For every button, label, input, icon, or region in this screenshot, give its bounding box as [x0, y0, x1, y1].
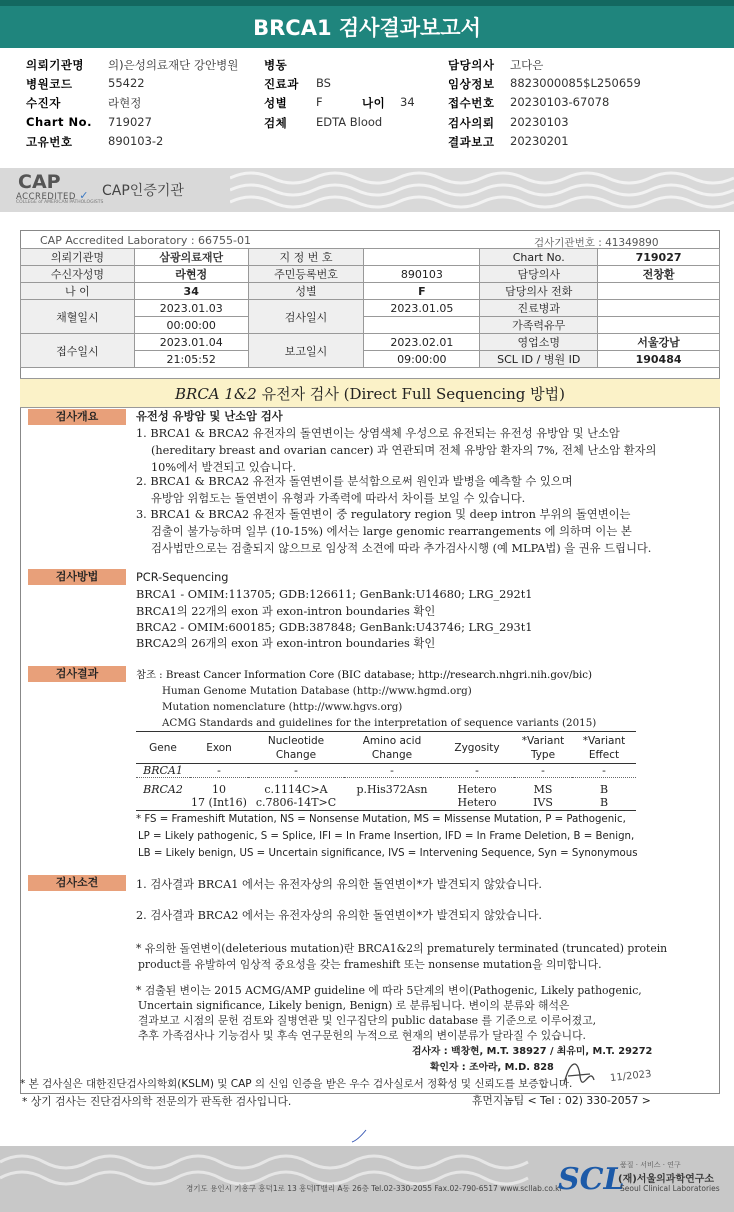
classification-line: Uncertain significance, Likely benign, Benign) 로 분류됩니다. 변이의 분류와 해석은 — [138, 999, 570, 1012]
section-tag-result: 검사결과 — [28, 666, 126, 682]
method-line: PCR-Sequencing — [136, 571, 229, 584]
info-value: 719027 — [598, 249, 720, 266]
info-value: 2023.02.01 — [364, 334, 480, 351]
variant-cell: c.7806-14T>C — [248, 796, 344, 810]
variant-cell: BRCA2 — [143, 783, 183, 796]
section-tag-method: 검사방법 — [28, 569, 126, 585]
reference-line: ACMG Standards and guidelines for the interpretation of sequence variants (2015) — [162, 717, 597, 729]
footer-org-en: Seoul Clinical Laboratories — [620, 1184, 720, 1193]
header-field-patient: 수진자 라현정 — [26, 96, 142, 110]
info-value — [598, 317, 720, 334]
classification-line: 추후 가족검사나 기능검사 및 후속 연구문헌의 누적으로 현재의 변이분류가 달라질 수 있습니다. — [138, 1029, 586, 1042]
header-field-org: 의뢰기관명 의)은성의료재단 강안병원 — [26, 58, 239, 72]
report-title-bar — [0, 0, 734, 48]
cap-logo: CAP — [18, 171, 61, 193]
cap-college-text: COLLEGE of AMERICAN PATHOLOGISTS — [16, 200, 104, 205]
exam-org-number: 검사기관번호 : 41349890 — [534, 237, 659, 249]
overview-line: 10%에서 발견되고 있습니다. — [151, 461, 297, 474]
overview-line: 검사법만으로는 검출되지 않으므로 임상적 소견에 따라 추가검사시행 (예 MLPA법) 을 권유 드립니다. — [151, 542, 652, 555]
variant-cell: - — [572, 764, 636, 778]
variant-cell: Hetero — [457, 783, 497, 796]
header-field-dept: 진료과 BS — [264, 76, 331, 91]
variant-cell: - — [514, 764, 572, 778]
title-accent-strip — [0, 0, 734, 6]
footer-wave-pattern — [0, 1146, 540, 1212]
variant-cell: c.1114C>A — [264, 783, 328, 796]
variant-cell: 17 (Int16) — [191, 796, 247, 810]
variant-header: Nucleotide Change — [248, 732, 344, 764]
variant-cell — [344, 796, 440, 810]
overview-line: (hereditary breast and ovarian cancer) 과 연관되며 전체 유방암 환자의 7%, 전체 난소암 환자의 — [151, 444, 657, 457]
info-label: 성별 — [248, 283, 364, 300]
contact-line: 휴먼지놈팀 < Tel : 02) 330-2057 > — [472, 1094, 651, 1107]
variant-header: Exon — [190, 732, 248, 764]
footnote-line: LP = Likely pathogenic, S = Splice, IFI = In Frame Insertion, IFD = In Frame Deletion, B = Benign, — [138, 831, 635, 842]
variant-header: Gene — [136, 732, 190, 764]
info-label: 지 정 번 호 — [248, 249, 364, 266]
confirmer-line: 확인자 : 조아라, M.D. 828 — [430, 1062, 554, 1073]
variant-header: Amino acid Change — [344, 732, 440, 764]
info-label: 보고일시 — [248, 334, 364, 368]
header-field-doctor: 담당의사 고다은 — [448, 58, 544, 72]
page-title: BRCA1 검사결과보고서 — [253, 16, 481, 40]
pen-stroke-mark — [350, 1128, 370, 1144]
header-field-sex: 성별 F — [264, 95, 323, 110]
scl-logo: SCL — [558, 1162, 625, 1197]
variant-cell: - — [190, 764, 248, 778]
info-value: 삼광의료재단 — [134, 249, 248, 266]
variant-cell: B — [599, 783, 609, 796]
variant-cell: B — [572, 796, 636, 810]
footnote-line: LB = Likely benign, US = Uncertain significance, IVS = Intervening Sequence, Syn = Synonymous — [138, 848, 638, 859]
info-value: 2023.01.05 — [364, 300, 480, 317]
overview-line: 3. BRCA1 & BRCA2 유전자 돌연변이 중 regulatory region 및 deep intron 부위의 돌연변이는 — [136, 508, 631, 521]
variant-cell: - — [344, 764, 440, 778]
method-line: BRCA1 - OMIM:113705; GDB:126611; GenBank:U14680; LRG_292t1 — [136, 588, 533, 601]
info-value: 890103 — [364, 266, 480, 283]
variant-row — [136, 778, 636, 797]
header-field-specimen: 검체 EDTA Blood — [264, 115, 383, 130]
definition-line: product를 유발하여 임상적 중요성을 갖는 frameshift 또는 nonsense mutation을 의미합니다. — [138, 958, 602, 971]
info-label: 검사일시 — [248, 300, 364, 334]
info-value: 09:00:00 — [364, 351, 480, 368]
variant-cell: - — [248, 764, 344, 778]
section-tag-overview: 검사개요 — [28, 409, 126, 425]
variant-cell: Hetero — [440, 796, 514, 810]
variant-cell: 10 — [212, 783, 226, 796]
variant-cell — [136, 796, 190, 810]
info-label: Chart No. — [480, 249, 598, 266]
header-field-chart-no: Chart No. 719027 — [26, 115, 152, 129]
variant-row — [136, 796, 636, 810]
variant-header-row — [136, 732, 636, 764]
variant-cell: p.His372Asn — [356, 783, 428, 796]
cap-accredited-text: ACCREDITED ✓ — [16, 189, 89, 202]
header-field-clinical-info: 임상정보 8823000085$L250659 — [448, 76, 641, 91]
header-field-hospital-code: 병원코드 55422 — [26, 76, 145, 91]
info-value: F — [364, 283, 480, 300]
overview-heading: 유전성 유방암 및 난소암 검사 — [136, 410, 283, 423]
header-field-age: 나이 34 — [362, 95, 415, 110]
header-field-ward: 병동 — [264, 58, 288, 72]
method-line: BRCA2의 26개의 exon 과 exon-intron boundaries 확인 — [136, 637, 436, 650]
info-label: 진료병과 — [480, 300, 598, 317]
overview-line: 검출이 불가능하며 일부 (10-15%) 에서는 large genomic rearrangements 에 의하며 이는 본 — [151, 525, 632, 538]
overview-line: 1. BRCA1 & BRCA2 유전자의 돌연변이는 상염색체 우성으로 유전되는 유전성 유방암 및 난소암 — [136, 427, 620, 440]
variant-header: *Variant Effect — [572, 732, 636, 764]
overview-line: 2. BRCA1 & BRCA2 유전자 돌연변이를 분석함으로써 원인과 발병을 예측할 수 있으며 — [136, 475, 573, 488]
classification-line: 결과보고 시점의 문헌 검토와 질병연관 및 인구집단의 public database 를 기준으로 이루어졌고, — [138, 1014, 597, 1027]
info-value: 00:00:00 — [134, 317, 248, 334]
header-field-unique-no: 고유번호 890103-2 — [26, 134, 164, 149]
footer-address: 경기도 용인시 기흥구 흥덕1로 13 흥덕IT밸리 A동 26층 Tel.02-330-2055 Fax.02-790-6517 www.scllab.co.kr — [186, 1184, 563, 1193]
info-label: SCL ID / 병원 ID — [480, 351, 598, 368]
variant-cell: MS — [533, 783, 553, 796]
info-value: 전창환 — [598, 266, 720, 283]
header-field-receipt-no: 접수번호 20230103-67078 — [448, 95, 610, 110]
header-field-report-date: 결과보고 20230201 — [448, 134, 569, 149]
patient-info-table — [20, 248, 720, 368]
info-value — [598, 300, 720, 317]
reference-line: Human Genome Mutation Database (http://www.hgmd.org) — [162, 685, 472, 697]
cap-lab-number: CAP Accredited Laboratory : 66755-01 — [40, 234, 251, 247]
variant-cell: - — [440, 764, 514, 778]
info-label: 접수일시 — [21, 334, 135, 368]
info-label: 가족력유무 — [480, 317, 598, 334]
wave-pattern-graphic — [230, 168, 734, 212]
overview-line: 유방암 위험도는 돌연변이 유형과 가족력에 따라서 차이를 보일 수 있습니다. — [151, 492, 526, 505]
info-label: 담당의사 전화 — [480, 283, 598, 300]
reviewer-note: * 상기 검사는 진단검사의학 전문의가 판독한 검사입니다. — [22, 1095, 292, 1108]
info-value: 2023.01.04 — [134, 334, 248, 351]
variant-header: *Variant Type — [514, 732, 572, 764]
info-value: 34 — [134, 283, 248, 300]
info-value — [364, 317, 480, 334]
footnote-line: * FS = Frameshift Mutation, NS = Nonsense Mutation, MS = Missense Mutation, P = Pathogenic, — [136, 814, 626, 825]
info-value: 서울강남 — [598, 334, 720, 351]
info-label: 나 이 — [21, 283, 135, 300]
variant-table — [136, 731, 636, 811]
variant-cell: BRCA1 — [136, 764, 190, 778]
info-value: 190484 — [598, 351, 720, 368]
examiner-line: 검사자 : 백창현, M.T. 38927 / 최유미, M.T. 29272 — [412, 1046, 653, 1057]
method-line: BRCA2 - OMIM:600185; GDB:387848; GenBank:U43746; LRG_293t1 — [136, 621, 533, 634]
signature-date: 11/2023 — [609, 1068, 653, 1085]
info-label: 채혈일시 — [21, 300, 135, 334]
report-heading: BRCA 1&2 유전자 검사 (Direct Full Sequencing 방법) — [175, 385, 565, 403]
checkmark-icon: ✓ — [79, 189, 89, 202]
section-tag-opinion: 검사소견 — [28, 875, 126, 891]
definition-line: * 유의한 돌연변이(deleterious mutation)란 BRCA1&2의 prematurely terminated (truncated) protein — [136, 942, 668, 955]
certification-note: * 본 검사실은 대한진단검사의학회(KSLM) 및 CAP 의 신임 인증을 받은 우수 검사실로서 정확성 및 신뢰도를 보증합니다. — [20, 1078, 573, 1090]
reference-line: Mutation nomenclature (http://www.hgvs.org) — [162, 701, 403, 713]
info-value — [364, 249, 480, 266]
variant-row — [136, 764, 636, 778]
header-field-request-date: 검사의뢰 20230103 — [448, 115, 569, 130]
info-label: 담당의사 — [480, 266, 598, 283]
info-label: 수신자성명 — [21, 266, 135, 283]
variant-header: Zygosity — [440, 732, 514, 764]
footer-tagline: 품질 · 서비스 · 연구 — [620, 1161, 681, 1169]
info-value: 라현정 — [134, 266, 248, 283]
variant-cell: IVS — [514, 796, 572, 810]
info-value: 21:05:52 — [134, 351, 248, 368]
opinion-line: 2. 검사결과 BRCA2 에서는 유전자상의 유의한 돌연변이*가 발견되지 않았습니다. — [136, 909, 543, 922]
method-line: BRCA1의 22개의 exon 과 exon-intron boundaries 확인 — [136, 605, 436, 618]
classification-line: * 검출된 변이는 2015 ACMG/AMP guideline 에 따라 5단계의 변이(Pathogenic, Likely pathogenic, — [136, 984, 642, 997]
opinion-line: 1. 검사결과 BRCA1 에서는 유전자상의 유의한 돌연변이*가 발견되지 않았습니다. — [136, 878, 543, 891]
info-value: 2023.01.03 — [134, 300, 248, 317]
footer-org-kr: (재)서울의과학연구소 — [618, 1174, 715, 1185]
info-label: 영업소명 — [480, 334, 598, 351]
reference-line: 참조 : Breast Cancer Information Core (BIC database; http://research.nhgri.nih.gov/bic) — [136, 669, 593, 681]
info-value — [598, 283, 720, 300]
cap-authority-label: CAP인증기관 — [102, 183, 184, 199]
info-label: 의뢰기관명 — [21, 249, 135, 266]
info-label: 주민등록번호 — [248, 266, 364, 283]
